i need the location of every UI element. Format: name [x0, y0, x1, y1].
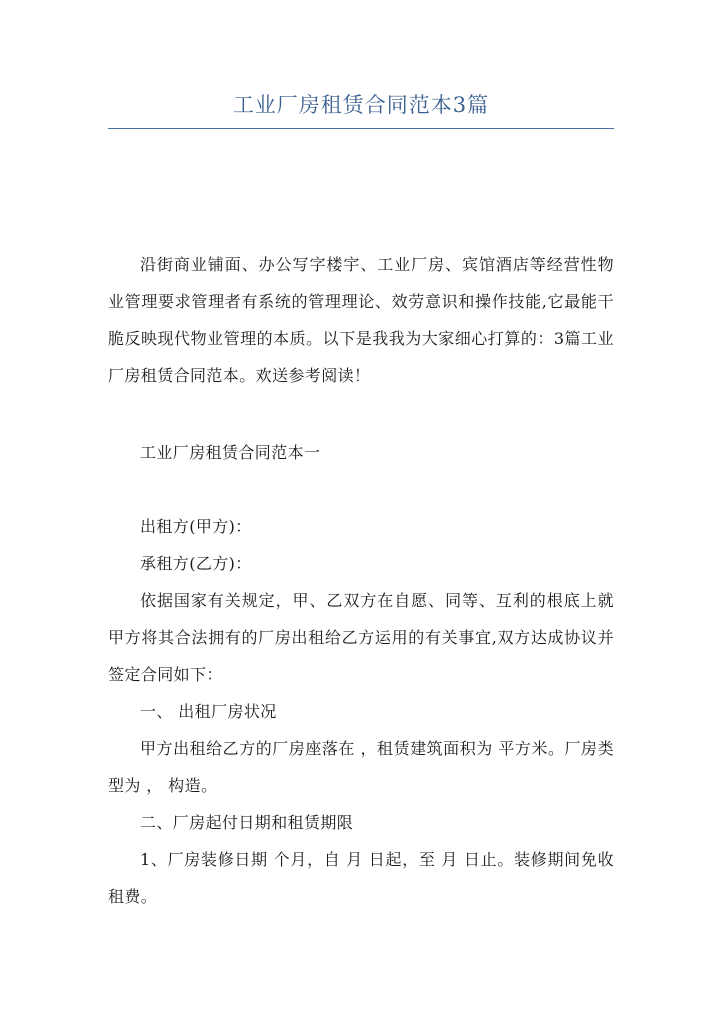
intro-paragraph: 沿街商业铺面、办公写字楼宇、工业厂房、宾馆酒店等经营性物业管理要求管理者有系统的管理理论、效劳意识和操作技能,它最能干脆反映现代物业管理的本质。以下是我我为大家细心打算的：3篇工业厂房租赁合同范本。欢送参考阅读！: [108, 255, 614, 385]
clause2-heading: 二、厂房起付日期和租赁期限: [140, 813, 354, 832]
clause2-item1: 1、厂房装修日期 个月，自 月 日起，至 月 日止。装修期间免收租费。: [108, 850, 614, 906]
spacer: [108, 471, 614, 508]
title-underline: [108, 128, 614, 129]
clause1-text: 甲方出租给乙方的厂房座落在 ，租赁建筑面积为 平方米。厂房类型为 ， 构造。: [108, 739, 614, 795]
intro-block: [108, 246, 614, 394]
document-title: 工业厂房租赁合同范本3篇: [232, 93, 490, 117]
lessee-line: 承租方(乙方)：: [140, 554, 252, 573]
lessor-line: 出租方(甲方)：: [140, 517, 252, 536]
contract-section: [108, 434, 614, 915]
clause1-heading: 一、 出租厂房状况: [140, 702, 277, 721]
preamble-paragraph: 依据国家有关规定，甲、乙双方在自愿、同等、互利的根底上就甲方将其合法拥有的厂房出租给乙方运用的有关事宜,双方达成协议并签定合同如下：: [108, 591, 614, 684]
section-heading: 工业厂房租赁合同范本一: [140, 443, 321, 462]
